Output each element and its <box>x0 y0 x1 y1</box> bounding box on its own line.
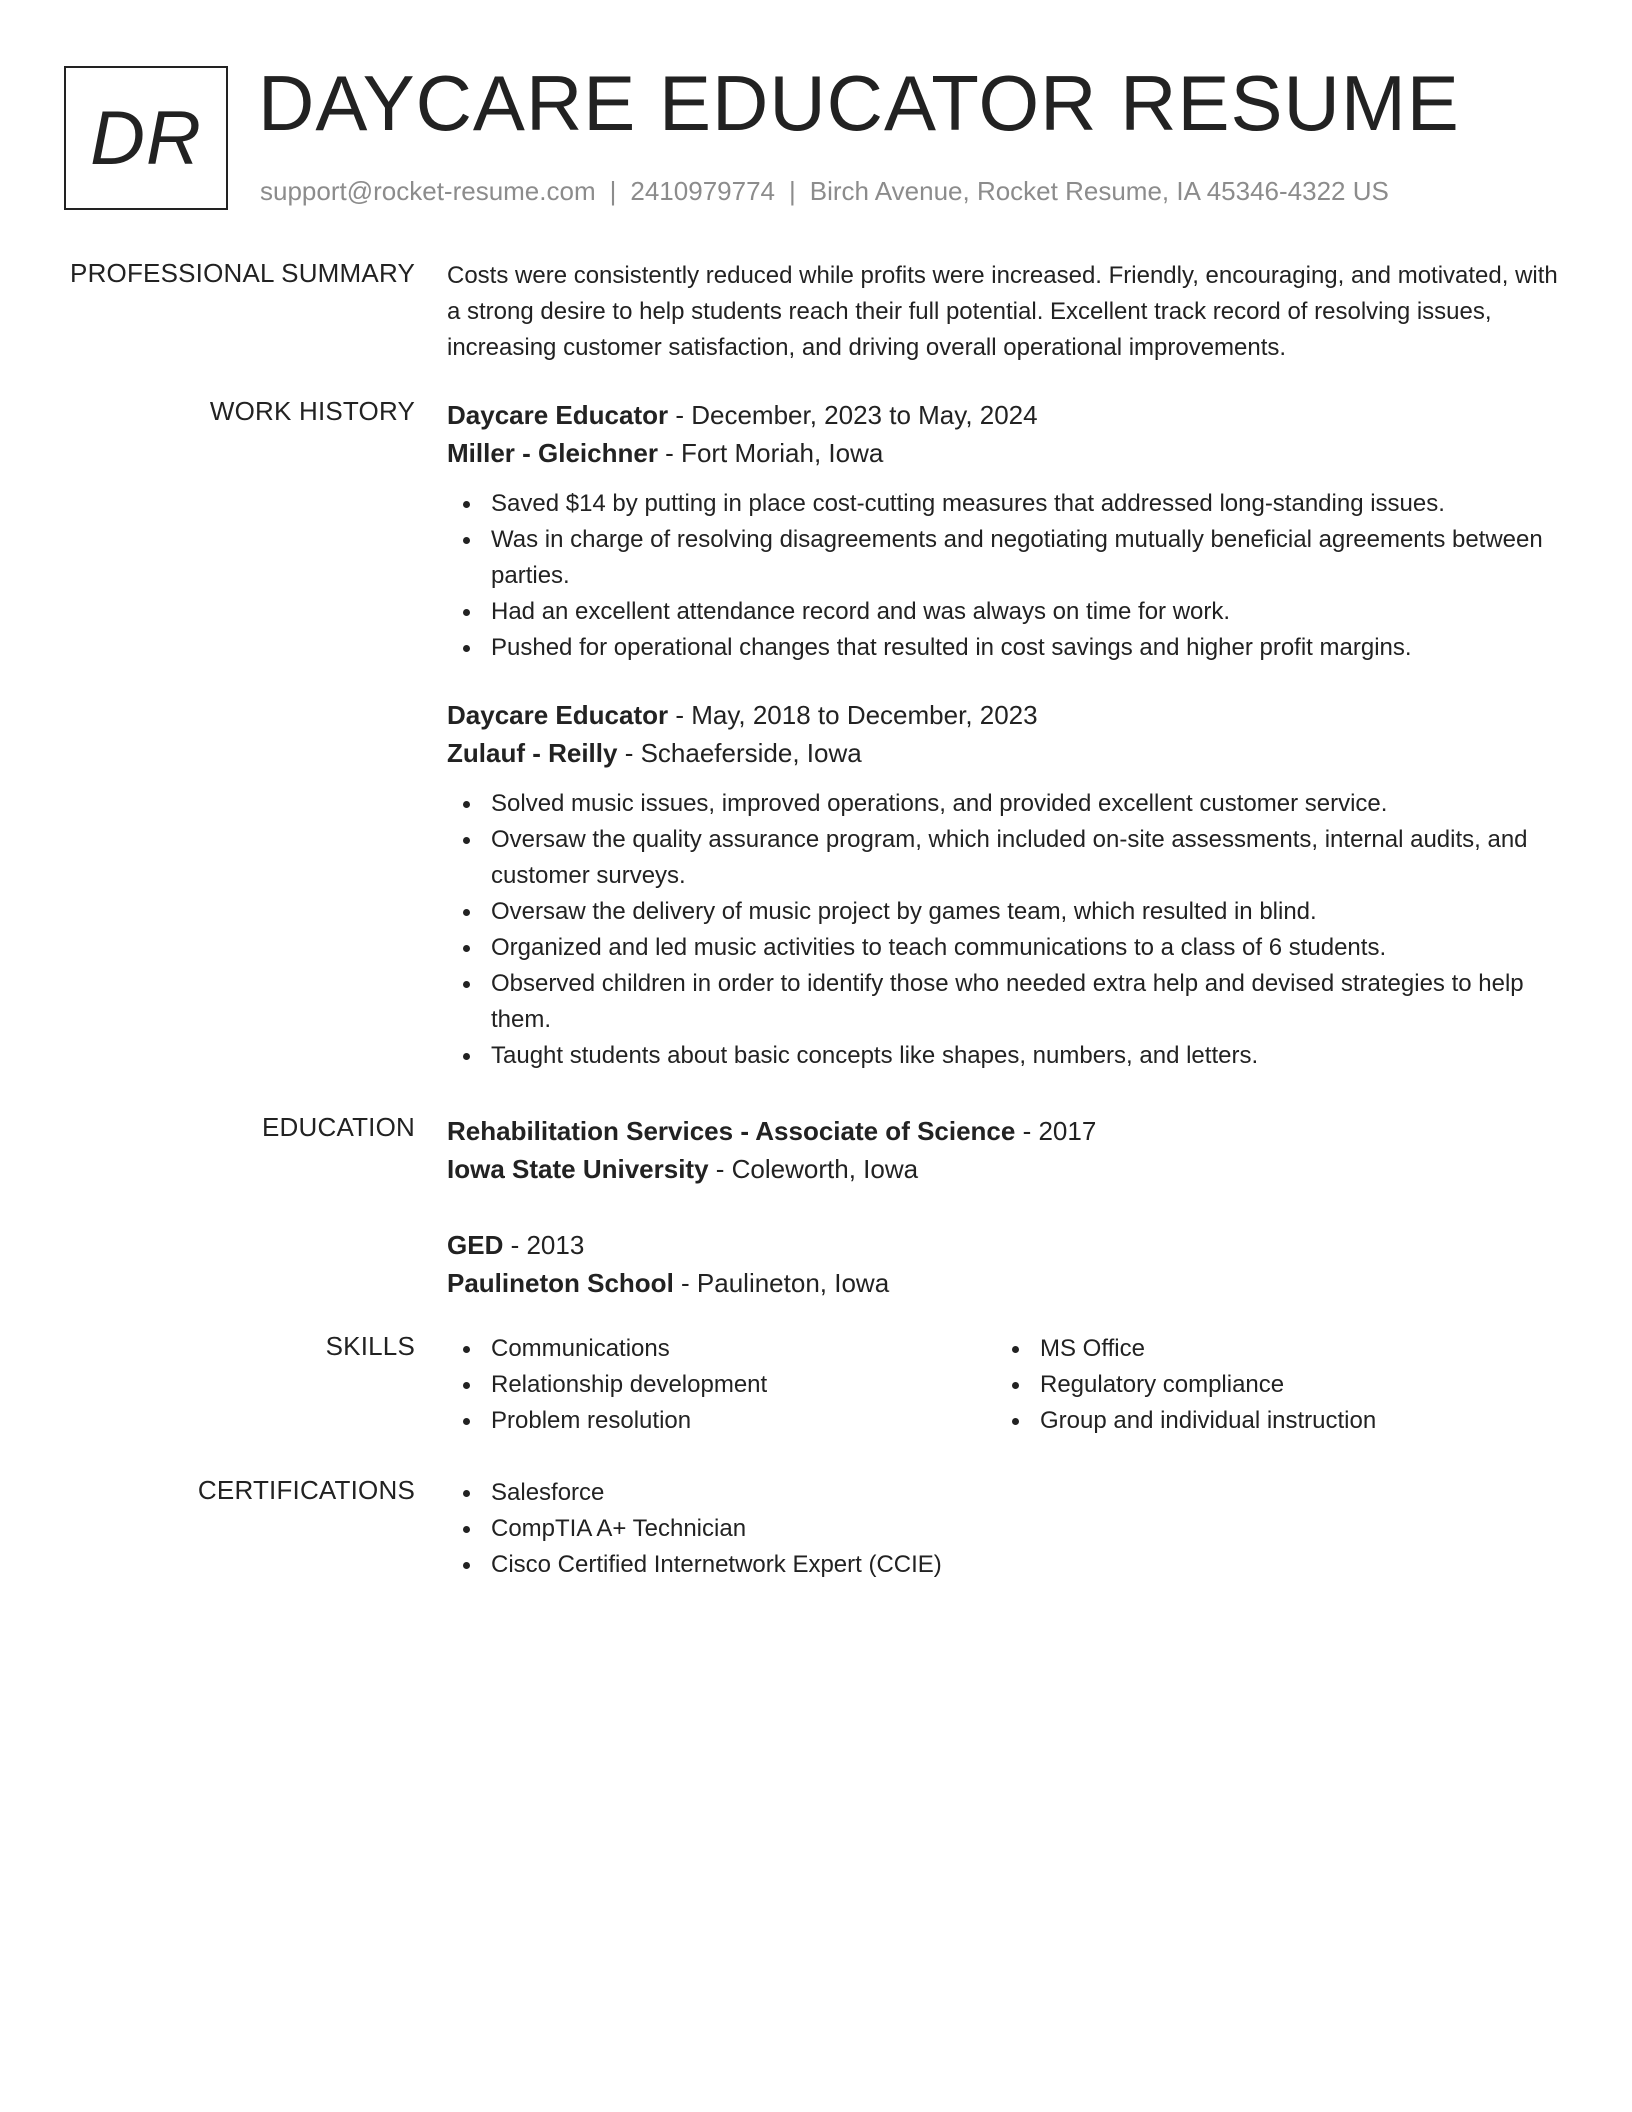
list-item: Was in charge of resolving disagreements and negotiating mutually beneficial agreements between parties. <box>447 522 1567 594</box>
contact-line <box>260 176 1389 207</box>
list-item: MS Office <box>996 1331 1545 1367</box>
job-dates: - May, 2018 to December, 2023 <box>668 700 1038 730</box>
summary-body <box>447 258 1567 366</box>
list-item: Taught students about basic concepts like shapes, numbers, and letters. <box>447 1038 1567 1074</box>
education-entry <box>447 1226 1567 1302</box>
education-label: EDUCATION <box>262 1112 415 1142</box>
education-body <box>447 1112 1567 1340</box>
skills-list-right <box>996 1331 1545 1439</box>
work-history-label: WORK HISTORY <box>209 396 415 426</box>
skills-label: SKILLS <box>325 1331 415 1361</box>
job-company: Zulauf - Reilly <box>447 738 618 768</box>
job-dates: - December, 2023 to May, 2024 <box>668 400 1038 430</box>
education-location: - Paulineton, Iowa <box>673 1268 890 1298</box>
contact-separator: | <box>789 176 796 206</box>
summary-label: PROFESSIONAL SUMMARY <box>70 258 415 288</box>
list-item: Group and individual instruction <box>996 1403 1545 1439</box>
job-location: - Fort Moriah, Iowa <box>657 438 884 468</box>
education-location: - Coleworth, Iowa <box>708 1154 919 1184</box>
contact-phone: 2410979774 <box>630 176 775 206</box>
skills-body <box>447 1331 1567 1439</box>
contact-address: Birch Avenue, Rocket Resume, IA 45346-4322 US <box>809 176 1389 206</box>
list-item: Saved $14 by putting in place cost-cutting measures that addressed long-standing issues. <box>447 486 1567 522</box>
contact-email: support@rocket-resume.com <box>260 176 596 206</box>
education-year: - 2013 <box>503 1230 585 1260</box>
list-item: Problem resolution <box>447 1403 996 1439</box>
job-location: - Schaeferside, Iowa <box>617 738 862 768</box>
list-item: Salesforce <box>447 1475 1567 1511</box>
job-title: Daycare Educator <box>447 400 669 430</box>
list-item: Organized and led music activities to teach communications to a class of 6 students. <box>447 930 1567 966</box>
education-school-line <box>447 1264 1567 1302</box>
education-degree: GED <box>447 1230 504 1260</box>
education-school-line <box>447 1150 1567 1188</box>
skills-list-left <box>447 1331 996 1439</box>
job-title-line <box>447 396 1567 434</box>
job-company: Miller - Gleichner <box>447 438 658 468</box>
job-entry <box>447 696 1567 1074</box>
list-item: Relationship development <box>447 1367 996 1403</box>
contact-separator: | <box>609 176 617 206</box>
list-item: Cisco Certified Internetwork Expert (CCIE) <box>447 1547 1567 1583</box>
certifications-body <box>447 1475 1567 1583</box>
list-item: Regulatory compliance <box>996 1367 1545 1403</box>
list-item: Pushed for operational changes that resulted in cost savings and higher profit margins. <box>447 630 1567 666</box>
job-company-line <box>447 734 1567 772</box>
job-bullets <box>447 486 1567 666</box>
list-item: Had an excellent attendance record and was always on time for work. <box>447 594 1567 630</box>
job-company-line <box>447 434 1567 472</box>
job-entry <box>447 396 1567 666</box>
education-degree-line <box>447 1112 1567 1150</box>
education-school: Iowa State University <box>447 1154 709 1184</box>
education-year: - 2017 <box>1015 1116 1097 1146</box>
list-item: CompTIA A+ Technician <box>447 1511 1567 1547</box>
certifications-label: CERTIFICATIONS <box>197 1475 415 1505</box>
skills-columns <box>447 1331 1567 1439</box>
list-item: Observed children in order to identify those who needed extra help and devised strategies to help them. <box>447 966 1567 1038</box>
job-bullets <box>447 786 1567 1074</box>
monogram-logo: DR <box>64 66 228 210</box>
list-item: Oversaw the quality assurance program, which included on-site assessments, internal audits, and customer surveys. <box>447 822 1567 894</box>
education-degree-line <box>447 1226 1567 1264</box>
job-title-line <box>447 696 1567 734</box>
work-history-body <box>447 396 1567 1104</box>
page-title: DAYCARE EDUCATOR RESUME <box>258 59 1460 147</box>
certifications-list <box>447 1475 1567 1583</box>
list-item: Communications <box>447 1331 996 1367</box>
education-entry <box>447 1112 1567 1188</box>
summary-text: Costs were consistently reduced while profits were increased. Friendly, encouraging, and motivated, with a strong desire to help students reach their full potential. Excellent track record of resolving issues, increasing customer satisfaction, and driving overall operational improvements. <box>447 262 1558 361</box>
job-title: Daycare Educator <box>447 700 669 730</box>
list-item: Solved music issues, improved operations, and provided excellent customer service. <box>447 786 1567 822</box>
education-school: Paulineton School <box>447 1268 674 1298</box>
list-item: Oversaw the delivery of music project by games team, which resulted in blind. <box>447 894 1567 930</box>
education-degree: Rehabilitation Services - Associate of Science <box>447 1116 1016 1146</box>
